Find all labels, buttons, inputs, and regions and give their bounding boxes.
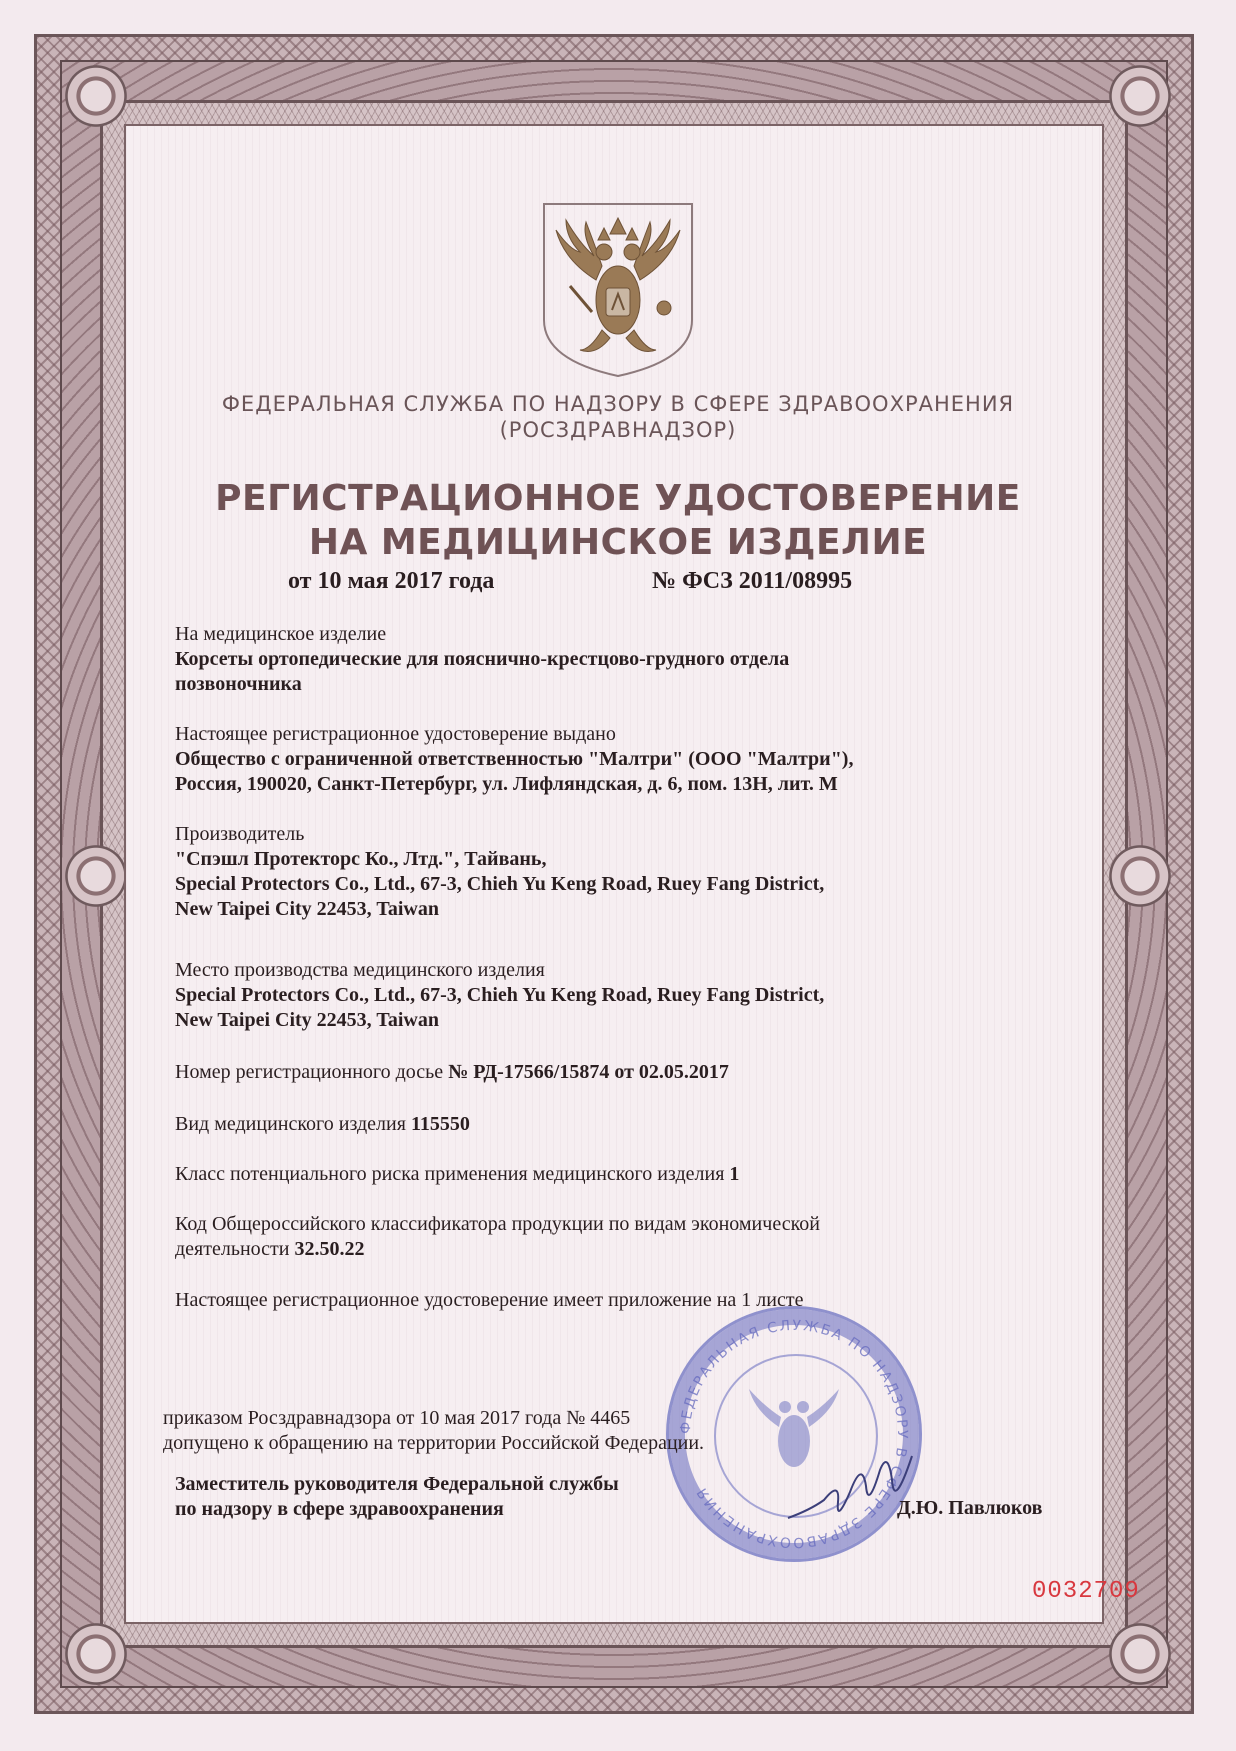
issued-section	[175, 722, 1075, 797]
stamp-ring-text: ФЕДЕРАЛЬНАЯ СЛУЖБА ПО НАДЗОРУ В СФЕРЕ ЗДРАВООХРАНЕНИЯ	[677, 1317, 911, 1551]
side-rosette-icon	[60, 840, 132, 912]
issue-date: от 10 мая 2017 года	[288, 568, 495, 594]
order-line1: приказом Росздравнадзора от 10 мая 2017 года № 4465	[163, 1407, 631, 1429]
production-site-label: Место производства медицинского изделия	[175, 959, 545, 981]
dossier-label: Номер регистрационного досье	[175, 1061, 444, 1083]
document-subtitle: НА МЕДИЦИНСКОЕ ИЗДЕЛИЕ	[308, 522, 928, 563]
corner-rosette-icon	[1104, 60, 1176, 132]
okpd-label-line1: Код Общероссийского классификатора продукции по видам экономической	[175, 1213, 820, 1235]
kind-value: 115550	[410, 1113, 470, 1135]
production-site-line1: Special Protectors Co., Ltd., 67-3, Chieh Yu Keng Road, Ruey Fang District,	[175, 984, 825, 1006]
manufacturer-section	[175, 822, 1075, 922]
product-name-line2: позвоночника	[175, 673, 302, 695]
product-name-line1: Корсеты ортопедические для пояснично-крестцово-грудного отдела	[175, 648, 790, 670]
certificate-number: № ФСЗ 2011/08995	[652, 568, 853, 594]
kind-row	[175, 1112, 1075, 1137]
kind-label: Вид медицинского изделия	[175, 1113, 406, 1135]
production-site-section	[175, 958, 1075, 1033]
manufacturer-line3: New Taipei City 22453, Taiwan	[175, 898, 439, 920]
serial-number: 0032709	[1032, 1578, 1140, 1605]
handwritten-signature	[780, 1440, 920, 1540]
issued-label: Настоящее регистрационное удостоверение выдано	[175, 723, 616, 745]
signatory-name: Д.Ю. Павлюков	[897, 1497, 1043, 1519]
issued-address: Россия, 190020, Санкт-Петербург, ул. Лифляндская, д. 6, пом. 13Н, лит. М	[175, 773, 838, 795]
dossier-value: № РД-17566/15874 от 02.05.2017	[448, 1061, 729, 1083]
corner-rosette-icon	[60, 60, 132, 132]
risk-class-value: 1	[729, 1163, 740, 1185]
corner-rosette-icon	[1104, 1618, 1176, 1690]
product-label: На медицинское изделие	[175, 623, 387, 645]
signatory-title-line1: Заместитель руководителя Федеральной службы	[175, 1473, 619, 1495]
agency-name: ФЕДЕРАЛЬНАЯ СЛУЖБА ПО НАДЗОРУ В СФЕРЕ ЗДРАВООХРАНЕНИЯ	[221, 392, 1015, 416]
production-site-line2: New Taipei City 22453, Taiwan	[175, 1009, 439, 1031]
risk-class-label: Класс потенциального риска применения медицинского изделия	[175, 1163, 725, 1185]
manufacturer-label: Производитель	[175, 823, 305, 845]
risk-class-row	[175, 1162, 1075, 1187]
okpd-label-line2: деятельности	[175, 1238, 290, 1260]
agency-abbreviation: (РОСЗДРАВНАДЗОР)	[499, 418, 737, 442]
coat-of-arms-icon	[540, 200, 696, 380]
okpd-value: 32.50.22	[294, 1238, 365, 1260]
okpd-section	[175, 1212, 1075, 1262]
order-line2: допущено к обращению на территории Российской Федерации.	[163, 1432, 705, 1454]
product-section	[175, 622, 1075, 697]
dossier-row	[175, 1060, 1075, 1085]
manufacturer-line2: Special Protectors Co., Ltd., 67-3, Chieh Yu Keng Road, Ruey Fang District,	[175, 873, 825, 895]
signatory-title-line2: по надзору в сфере здравоохранения	[175, 1498, 504, 1520]
appendix-note: Настоящее регистрационное удостоверение имеет приложение на 1 листе	[175, 1289, 804, 1311]
order-section	[163, 1406, 1063, 1456]
manufacturer-line1: "Спэшл Протекторс Ко., Лтд.", Тайвань,	[175, 848, 547, 870]
issued-holder: Общество с ограниченной ответственностью "Малтри" (ООО "Малтри"),	[175, 748, 854, 770]
document-title: РЕГИСТРАЦИОННОЕ УДОСТОВЕРЕНИЕ	[215, 478, 1021, 519]
corner-rosette-icon	[60, 1618, 132, 1690]
side-rosette-icon	[1104, 840, 1176, 912]
